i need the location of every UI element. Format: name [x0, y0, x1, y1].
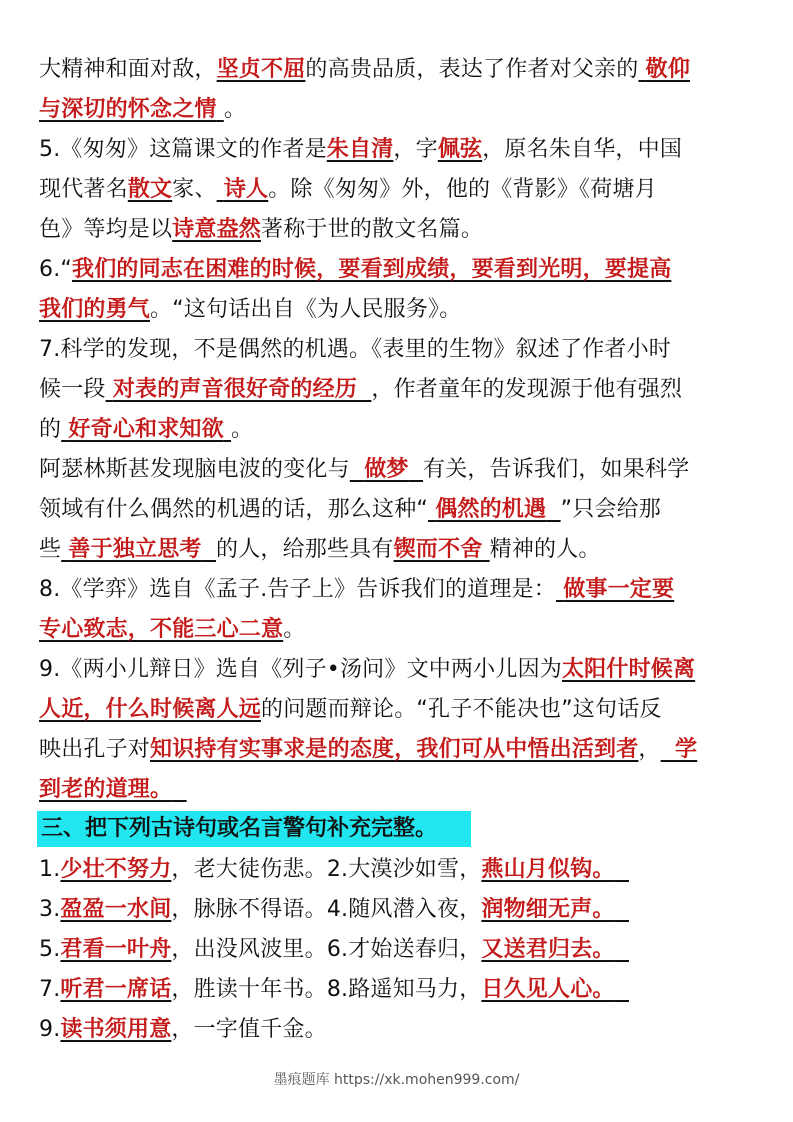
blank-gap	[615, 977, 629, 1002]
answer-blank: 诗意盎然	[172, 217, 262, 242]
poem-row	[39, 975, 759, 1005]
blank-gap	[217, 177, 224, 202]
item-number: 2.	[326, 857, 349, 882]
text-run: 色》等均是以	[39, 217, 173, 242]
text-line	[39, 615, 759, 645]
answer-blank: 偶然的机遇	[435, 497, 547, 522]
answer-blank: 好奇心和求知欲	[68, 417, 224, 442]
answer-blank: 对表的声音很好奇的经历	[112, 377, 358, 402]
text-run: 精神的人。	[489, 537, 601, 562]
answer-blank: 盈盈一水间	[60, 897, 172, 922]
text-run: 路遥知马力，	[348, 977, 482, 1002]
blank-gap	[615, 897, 629, 922]
text-line	[39, 335, 759, 365]
text-line	[39, 695, 759, 725]
text-run: 。	[223, 97, 247, 122]
text-line	[39, 215, 759, 245]
text-run: 映出孔子对	[39, 737, 151, 762]
text-run: 5.《匆匆》这篇课文的作者是	[39, 137, 327, 162]
answer-blank: 敬仰	[645, 57, 691, 82]
item-number: 9.	[39, 1017, 61, 1042]
text-run: 著称于世的散文名篇。	[261, 217, 484, 242]
footer-watermark: 墨痕题库 https://xk.mohen999.com/	[273, 1072, 520, 1088]
text-run: 。	[283, 617, 306, 642]
poem-row	[39, 895, 759, 925]
answer-blank: 润物细无声。	[481, 897, 615, 922]
text-run: 有关，告诉我们，如果科学	[423, 457, 690, 482]
text-run: 候一段	[39, 377, 106, 402]
poem-row	[39, 1015, 759, 1045]
text-run: ，老大徒伤悲。	[171, 857, 327, 882]
blank-gap	[615, 937, 629, 962]
blank-gap	[661, 737, 675, 762]
text-run: 现代著名	[39, 177, 128, 202]
text-run: 的	[39, 417, 62, 442]
text-run: 的问题而辩论。“孔子不能决也”这句话反	[261, 697, 662, 722]
text-run: 阿瑟林斯甚发现脑电波的变化与	[39, 457, 350, 482]
text-run: ，原名朱自华，中国	[482, 137, 683, 162]
text-run: 大漠沙如雪，	[348, 857, 482, 882]
blank-gap	[357, 377, 371, 402]
text-line	[39, 495, 759, 525]
text-line	[39, 55, 759, 85]
text-line	[39, 135, 759, 165]
text-run: ，脉脉不得语。	[171, 897, 327, 922]
answer-blank: 燕山月似钩。	[481, 857, 615, 882]
text-run: ，	[638, 737, 661, 762]
text-line	[39, 175, 759, 205]
answer-blank: 听君一席话	[60, 977, 172, 1002]
blank-gap	[482, 537, 489, 562]
text-line	[39, 95, 759, 125]
item-number: 4.	[326, 897, 349, 922]
text-line	[39, 575, 759, 605]
answer-blank: 知识持有实事求是的态度，我们可从中悟出活到者	[150, 737, 639, 762]
answer-blank: 佩弦	[437, 137, 483, 162]
text-line	[39, 775, 759, 805]
text-run: ，一字值千金。	[171, 1017, 327, 1042]
answer-blank: 善于独立思考	[68, 537, 202, 562]
text-run: 6.“	[39, 257, 72, 282]
answer-blank: 日久见人心。	[481, 977, 615, 1002]
text-run: 家、	[172, 177, 217, 202]
blank-gap	[217, 97, 224, 122]
text-run: 领域有什么偶然的机遇的话，那么这种“	[39, 497, 428, 522]
text-run: 7.科学的发现，不是偶然的机遇。《表里的生物》叙述了作者小时	[39, 337, 671, 362]
item-number: 7.	[39, 977, 61, 1002]
answer-blank: 学	[675, 737, 698, 762]
answer-blank: 坚贞不屈	[216, 57, 306, 82]
text-line	[39, 415, 759, 445]
text-line	[39, 655, 759, 685]
item-number: 3.	[39, 897, 61, 922]
text-run: 9.《两小儿辩日》选自《列子•汤问》文中两小儿因为	[39, 657, 562, 682]
answer-blank: 锲而不舍	[393, 537, 483, 562]
answer-blank: 做梦	[364, 457, 409, 482]
answer-blank: 与深切的怀念之情	[39, 97, 217, 122]
answer-blank: 散文	[127, 177, 173, 202]
answer-blank: 人近，什么时候离人远	[39, 697, 262, 722]
blank-gap	[106, 377, 113, 402]
text-line	[39, 535, 759, 565]
text-run: 8.《学弈》选自《孟子.告子上》告诉我们的道理是：	[39, 577, 556, 602]
text-run: ，字	[393, 137, 438, 162]
blank-gap	[202, 537, 216, 562]
answer-blank: 太阳什时候离	[561, 657, 696, 682]
text-run: 随风潜入夜，	[348, 897, 482, 922]
text-line	[39, 295, 759, 325]
blank-gap	[350, 457, 364, 482]
text-run: 的高贵品质，表达了作者对父亲的	[305, 57, 639, 82]
answer-blank: 少壮不努力	[60, 857, 172, 882]
text-run: 。除《匆匆》外，他的《背影》《荷塘月	[268, 177, 657, 202]
text-run: 。“这句话出自《为人民服务》。	[150, 297, 462, 322]
text-run: ，出没风波里。	[171, 937, 327, 962]
text-line	[39, 455, 759, 485]
blank-gap	[409, 457, 423, 482]
answer-blank: 做事一定要	[563, 577, 675, 602]
item-number: 5.	[39, 937, 61, 962]
blank-gap	[615, 857, 629, 882]
text-run: 。	[231, 417, 254, 442]
text-run: ，胜读十年书。	[171, 977, 327, 1002]
answer-blank: 专心致志，不能三心二意	[39, 617, 284, 642]
text-line	[39, 255, 759, 285]
item-number: 1.	[39, 857, 61, 882]
answer-blank: 到老的道理。	[39, 777, 173, 802]
blank-gap	[546, 497, 560, 522]
answer-blank: 诗人	[223, 177, 269, 202]
text-run: 些	[39, 537, 62, 562]
text-run: 大精神和面对敌，	[39, 57, 217, 82]
text-run: 才始送春归，	[348, 937, 482, 962]
section-heading: 三、把下列古诗句或名言警句补充完整。	[37, 811, 471, 847]
text-run: ”只会给那	[560, 497, 662, 522]
text-line	[39, 735, 759, 765]
blank-gap	[224, 417, 231, 442]
text-run: ，作者童年的发现源于他有强烈	[371, 377, 683, 402]
poem-row	[39, 855, 759, 885]
item-number: 8.	[326, 977, 349, 1002]
item-number: 6.	[326, 937, 349, 962]
text-line	[39, 375, 759, 405]
answer-blank: 朱自清	[326, 137, 394, 162]
blank-gap	[172, 777, 186, 802]
poem-row	[39, 935, 759, 965]
text-run: 的人，给那些具有	[216, 537, 394, 562]
answer-blank: 我们的同志在困难的时候，要看到成绩，要看到光明，要提高	[72, 257, 672, 282]
answer-blank: 读书须用意	[60, 1017, 172, 1042]
blank-gap	[638, 57, 645, 82]
answer-blank: 我们的勇气	[39, 297, 151, 322]
answer-blank: 又送君归去。	[481, 937, 615, 962]
answer-blank: 君看一叶舟	[60, 937, 172, 962]
